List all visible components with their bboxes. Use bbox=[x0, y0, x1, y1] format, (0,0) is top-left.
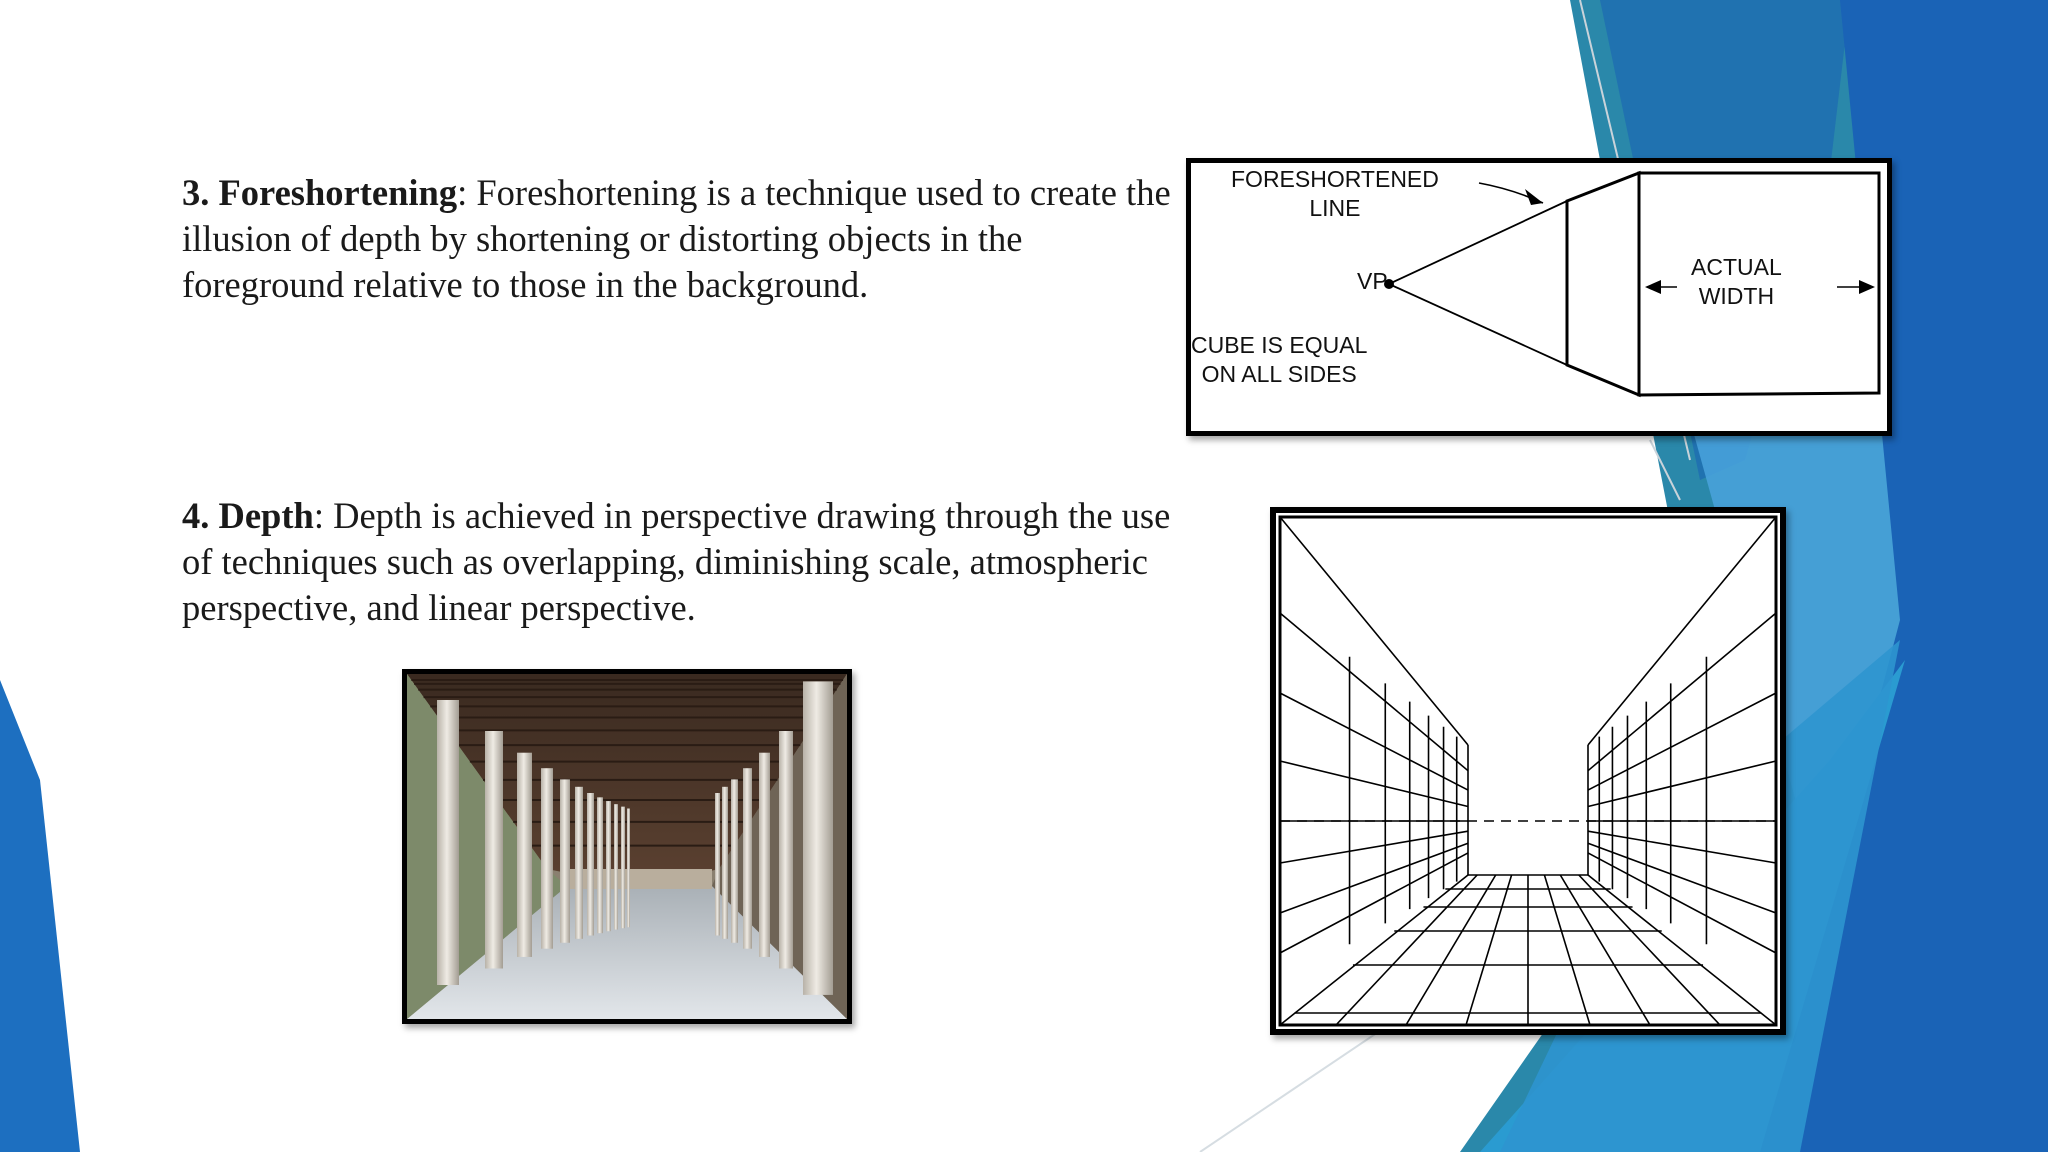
right-column-0 bbox=[803, 681, 833, 995]
label-actual-1: ACTUAL bbox=[1691, 254, 1782, 280]
perspective-room-drawing bbox=[1276, 513, 1780, 1029]
left-column-1 bbox=[485, 731, 503, 969]
right-wall-row-1 bbox=[1588, 693, 1776, 790]
left-column-6 bbox=[587, 793, 594, 936]
left-wall-row-2 bbox=[1280, 761, 1468, 806]
cube-side-face bbox=[1567, 173, 1639, 395]
left-column-7 bbox=[597, 797, 603, 933]
left-column-4 bbox=[560, 779, 570, 942]
floor-ray-2 bbox=[1466, 875, 1512, 1025]
right-column-2 bbox=[759, 753, 770, 957]
left-column-8 bbox=[606, 801, 611, 931]
body-foreshortening: : Foreshortening is a technique used to create the illusion of depth by shortening or distorting objects in the foreground relative to those in the background. bbox=[182, 172, 1171, 305]
left-column-5 bbox=[575, 787, 583, 939]
room-edge-bottom-left bbox=[1280, 875, 1468, 1025]
right-column-3 bbox=[743, 768, 752, 949]
label-actual-width bbox=[1691, 253, 1782, 311]
label-actual-2: WIDTH bbox=[1698, 283, 1775, 309]
room-edge-top-left bbox=[1280, 517, 1468, 745]
floor-ray-1 bbox=[1406, 875, 1496, 1025]
floor-ray-6 bbox=[1579, 875, 1720, 1025]
label-foreshortened-2: LINE bbox=[1309, 195, 1361, 221]
foreshortening-diagram bbox=[1186, 158, 1892, 436]
label-cube-1: CUBE IS EQUAL bbox=[1191, 332, 1368, 358]
left-wall-row-0 bbox=[1280, 613, 1468, 771]
colonnade-photo-image bbox=[407, 674, 847, 1019]
left-column-3 bbox=[541, 768, 553, 949]
right-column-5 bbox=[722, 787, 728, 939]
paragraph-depth bbox=[182, 493, 1182, 631]
bg-shape-left bbox=[0, 680, 80, 1152]
floor-ray-0 bbox=[1336, 875, 1477, 1025]
floor-ray-4 bbox=[1544, 875, 1590, 1025]
right-wall-row-4 bbox=[1588, 831, 1776, 863]
paragraph-foreshortening bbox=[182, 170, 1182, 308]
right-column-6 bbox=[715, 793, 720, 936]
left-column-11 bbox=[627, 809, 630, 928]
right-column-1 bbox=[779, 731, 793, 969]
right-wall-row-2 bbox=[1588, 761, 1776, 806]
left-wall-row-1 bbox=[1280, 693, 1468, 790]
room-edge-bottom-right bbox=[1588, 875, 1776, 1025]
left-column-10 bbox=[621, 807, 625, 929]
colonnade-photo bbox=[402, 669, 852, 1024]
label-foreshortened bbox=[1231, 165, 1439, 223]
heading-depth: 4. Depth bbox=[182, 495, 314, 536]
label-vp: VP bbox=[1357, 268, 1388, 294]
label-cube-equal bbox=[1191, 331, 1367, 389]
left-column-9 bbox=[614, 804, 618, 929]
left-column-0 bbox=[437, 700, 459, 985]
label-cube-2: ON ALL SIDES bbox=[1201, 361, 1357, 387]
right-column-4 bbox=[731, 779, 738, 942]
room-edge-top-right bbox=[1588, 517, 1776, 745]
arrowhead-right bbox=[1859, 280, 1875, 294]
arrowhead-left bbox=[1645, 280, 1661, 294]
floor-ray-5 bbox=[1560, 875, 1650, 1025]
vp-line-bottom bbox=[1389, 284, 1567, 365]
left-wall-row-4 bbox=[1280, 831, 1468, 863]
perspective-room-diagram bbox=[1270, 507, 1786, 1035]
right-wall-row-0 bbox=[1588, 613, 1776, 771]
left-column-2 bbox=[517, 753, 532, 957]
label-foreshortened-1: FORESHORTENED bbox=[1231, 166, 1439, 192]
heading-foreshortening: 3. Foreshortening bbox=[182, 172, 458, 213]
body-depth: : Depth is achieved in perspective drawing through the use of techniques such as overlapping, diminishing scale, atmospheric perspective, and linear perspective. bbox=[182, 495, 1171, 628]
